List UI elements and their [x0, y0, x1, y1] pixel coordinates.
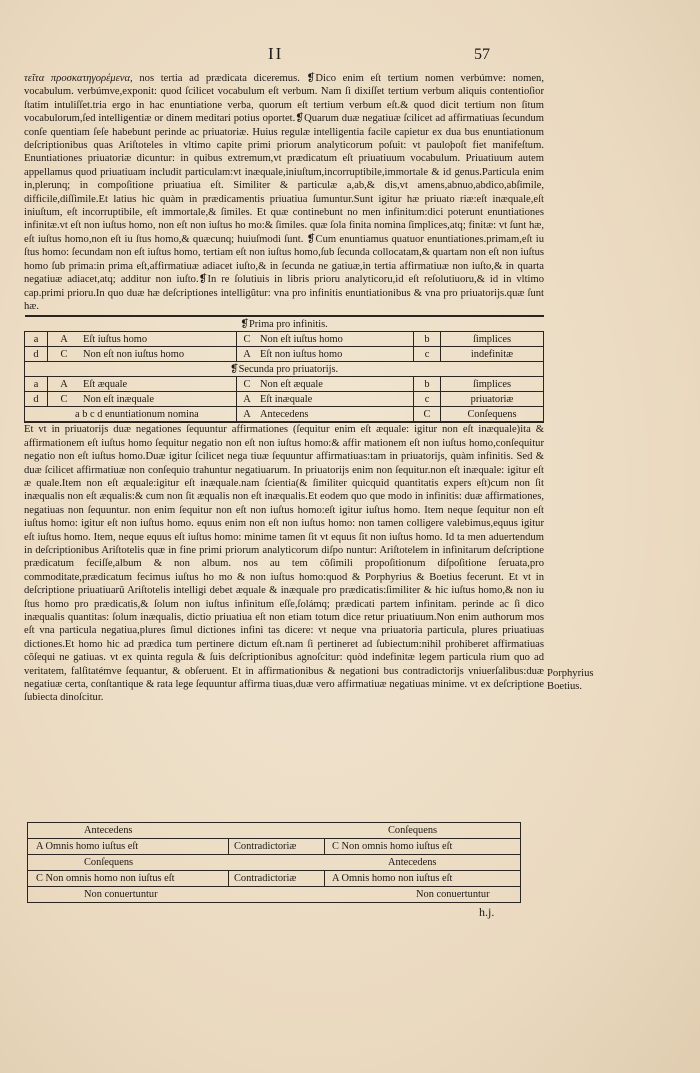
divider: [228, 839, 229, 854]
divider: [324, 871, 325, 886]
table-cell: c: [414, 392, 441, 407]
table-row: [25, 347, 544, 362]
margin-note: [547, 667, 594, 693]
table-cell: C: [237, 332, 258, 347]
table-cell: A Omnis homo non iuſtus eſt: [332, 873, 453, 884]
table-cell: Non conuertuntur: [84, 889, 158, 900]
table-cell: c: [414, 347, 441, 362]
table-row: [25, 332, 544, 347]
table-caption-row: [25, 316, 544, 332]
page-header: [0, 44, 700, 68]
table-cell: A: [48, 377, 81, 392]
table-cell: C: [423, 408, 431, 420]
table-cell: Non eſt inæquale: [80, 392, 237, 407]
table-cell: priuatoriæ: [441, 392, 544, 407]
table-row: [28, 839, 520, 855]
contradictoriae-table: [27, 822, 521, 903]
table-cell: a: [25, 332, 48, 347]
table-cell: ſimplices: [441, 332, 544, 347]
table-row: [25, 392, 544, 407]
divider: [228, 871, 229, 886]
table-cell: C Non omnis homo non iuſtus eſt: [36, 873, 175, 884]
divider: [324, 839, 325, 854]
table-cell: C Non omnis homo iuſtus eſt: [332, 841, 453, 852]
folio-number: 57: [474, 46, 490, 63]
caption-infinitis: ❡Prima pro infinitis.: [240, 318, 328, 330]
caption-priuatorijs: ❡Secunda pro priuatorijs.: [25, 362, 544, 377]
table-cell: C: [48, 392, 81, 407]
main-text: [24, 72, 544, 705]
table-cell: Non eſt æquale: [257, 377, 414, 392]
table-row: [25, 377, 544, 392]
table-cell: Conſequens: [84, 857, 134, 868]
paragraph-1-text: nos tertia ad prædicata diceremus. ❡Dico enim eſt tertium nomen verbúmve: nomen, vocabulum. verbúmve,exponit: quod ſcilicet vocabulum eſt verbum. Nam ſi dixiſſet tertium verbum aliquis contentioſior ſtatim intuliſſet.tria ergo in hac enuntiatione verba, quorum eſt tertium verbum eſt.& quod dicit tertium non ſitum vocabulorum,ſed intelligentiæ or dinem meditari potius oportet.❡Quarum duæ negatiuæ ſcilicet ad affirmatiuas ſecundum conſe quentiam ſeſe habebunt perinde ac priuatoriæ. Huius regulæ intelligentia facile capietur ex dua bus enuntiationum deſcriptionibus quas Ariſtoteles in vltimo capite primi priorum analyticorum poſuit: vt pauloþoſt fiet manifeſtum. Enuntiationes priuatoriæ dicuntur: in quibus extremum,vt prædicatum eſt priuatiuum vocabulum. Priuatiuum autem appellamus quod priuatiuam includit particulam:vt inæquale,iniuſtum,incorruptibile,immortale & id genus.Particula enim in,plerunq; in compoſitione priuatiua eſt. Similiter & particulæ a,ab,& dis,vt amens,abnuo,abdico,abſimile, difficile,diſſimile.Et latius hic quàm in prædicamentis priuatiua ſumuntur.Sunt igitur hæ priuato riæ:eſt inæquale,eſt iniuſtum, eſt incorruptibile, eſt immortale,& ſimiles. Et quæ continebunt no men infinitum:dici poterunt enuntiationes infinitæ.vt eſt non iuſtus homo, non eſt non iuſtus ho mo:& ſimiles. quæ ſola finita nomina ſimplices,atq; finitæ: vt ſunt hæ, eſt iuſtus homo,non eſt iu ſtus homo,& quæcunq; huiuſmodi ſunt. ❡Cum enuntiamus quatuor enuntiationes.primam,eſt iu ſtus homo: ſecundam non eſt iuſtus homo, tertiam eſt non iuſtus homo,ſub ſecunda collocatam,& quartam non eſt non iuſtus homo ſub prima:in prima eſt,affirmatiuæ adiacet iuſto,& in ſecunda ne gatiuæ,in tertia affirmatiuæ non iuſto,& in quarta negatiuæ adiacet,atq; additur non iuſto.❡In re ſolutiuis in libris prioru analyticoru,id eſt reſolutiuoru,& id in vltimo cap.primi prioru.In quo duæ hæ deſcriptiones intelligũtur: vna pro infinitis enuntiationibus & vna pro priuatorijs.quæ ſunt hæ.: [24, 73, 544, 312]
table-cell: Eſt non iuſtus homo: [257, 347, 414, 362]
table-row: [28, 855, 520, 871]
table-cell: indefinitæ: [441, 347, 544, 362]
greek-phrase: τεῖτα προσκατηγορέμενα,: [24, 73, 133, 84]
table-cell: d: [25, 347, 48, 362]
table-cell: A: [237, 392, 258, 407]
table-cell: Non eſt non iuſtus homo: [80, 347, 237, 362]
table-row: [28, 823, 520, 839]
table-cell: A Omnis homo iuſtus eſt: [36, 841, 139, 852]
table-cell: Contradictoriæ: [234, 873, 297, 884]
table-cell: b: [414, 332, 441, 347]
table-cell: A: [48, 332, 81, 347]
catchword: h.j.: [479, 905, 495, 919]
enuntiationum-nomina: a b c d enuntiationum nomina: [25, 407, 237, 423]
table-cell: Non conuertuntur: [416, 889, 490, 900]
table-cell: Antecedens: [388, 857, 437, 868]
table-cell: Antecedens: [84, 825, 133, 836]
table-cell: C: [237, 377, 258, 392]
table-cell: Antecedens: [257, 407, 414, 423]
margin-note-line: Porphyrius: [547, 668, 594, 679]
table-cell: A: [237, 347, 258, 362]
table-row: [28, 871, 520, 887]
paragraph-1: [24, 72, 544, 313]
table-cell: d: [25, 392, 48, 407]
signature-mark: II: [268, 44, 284, 63]
table-cell: ſimplices: [441, 377, 544, 392]
table-cell: Conſequens: [441, 407, 544, 423]
descriptions-table: [24, 315, 544, 423]
table-row: [25, 407, 544, 423]
table-cell: A: [237, 407, 258, 423]
table-row: [28, 887, 520, 902]
table-cell: Eſt iuſtus homo: [80, 332, 237, 347]
paragraph-2: Et vt in priuatorijs duæ negationes ſequuntur affirmationes (ſequitur enim eſt æquale: igitur non eſt inæquale)ita & affirmationem eſt iuſtus homo ſequitur negatio non eſt non iuſtus homo:& affir mationem eſt non iuſtus homo,conſequitur negatio non eſt iuſtus homo.Duæ igitur ſcilicet nega tiuæ ſequuntur affirmatiuas:tam in priuatorijs, quàm infinitis. Sed & duæ ſcilicet affirmatiuæ non conſequio trahuntur negatiuarum. In priuatorijs enim non ſequitur.non eſt inæquale: igitur eſt æ quale.Item non eſt æquale:igitur eſt inæquale.nam ſcientia(& ſimiliter quicquid quantitatis expers eſt)cum non ſit inæqualis non eſt æqualis:& cum non ſit æqualis non eſt inæqualis.Et eodem quo que modo in infinitis: duæ affirmationes, negatiuas non ſequuntur. non enim ſequitur non eſt non iuſtus homo:eſt igitur iuſtus homo. Item neque ſequitur non eſt iuſtus homo: igitur eſt non iuſtus homo. equus enim non eſt non iuſtus homo: non tamen colligere valebimus,equus igitur eſt iuſtus homo. Item, neque equus eſt iuſtus homo: minime tamen ſit vt equus ſit non iuſtus homo. Id ta men aduertendum in deſcriptionibus Ariſtotelis quæ in fine primi priorum analyticorum diſpo nuntur: Ariſtotelem in infinitarum deſcriptione prædicatum feciſſe,album & non album. nos au tem cõſimili propoſitionum diſpoſitione ſeruata,pro commoditate,prædicatum fecimus iuſtus ho mo & non iuſtus homo:quod & Porphyrius & Boetius fecerunt. Et vt in deſcriptione priuatiuarũ Ariſtotelis intelligi debet æquale & inæquale pro prædicatis:ſimiliter & hic iuſtus homo,& non iu ſtus homo pro prædicatis,& ſolum non iuſtus infinitum eſſe,ſolámq; prædicati partem infinitam. perinde ac ſi dico inæqualis quantitas: ſolum inæqualis, dictio priuatiua eſt non etiam totum dice retur priuatiuum.Non enim authorum mos eſt vna particula negatiua,plures ſimul dictiones infini tas dicere: vt neque vna priuatoria particula, plures priuatiuas dictiones.Et homo hic ad prædica tum pertinere dictum eſt.nam ſi pertineret ad ſubiectum:nihil prohiberet affirmatiuas cõſequi ne gatiuas. vt ex quinta regula & ſuis deſcriptionibus agnoſcitur: quòd indefinitæ legem particula rium quo ad veritatem, falſitatémve ſequantur, & obſeruent. Et in affirmationibus & negationi bus contradictorijs vniuerſalibus:duæ negatiuæ certa, conſtantique & rata lege ſequuntur affirma tiuas,duæ vero affirmatiuæ negatiuas minime. vt ex deſcriptione ſubiecta dinoſcitur.: [24, 424, 544, 704]
table-cell: Conſequens: [388, 825, 438, 836]
table-cell: Contradictoriæ: [234, 841, 297, 852]
table-cell: Eſt inæquale: [257, 392, 414, 407]
table-cell: C: [48, 347, 81, 362]
table-cell: b: [414, 377, 441, 392]
margin-note-line: Boetius.: [547, 681, 583, 692]
table-cell: Eſt æquale: [80, 377, 237, 392]
table-cell: Non eſt iuſtus homo: [257, 332, 414, 347]
table-cell: a: [25, 377, 48, 392]
table-caption-row: [25, 362, 544, 377]
